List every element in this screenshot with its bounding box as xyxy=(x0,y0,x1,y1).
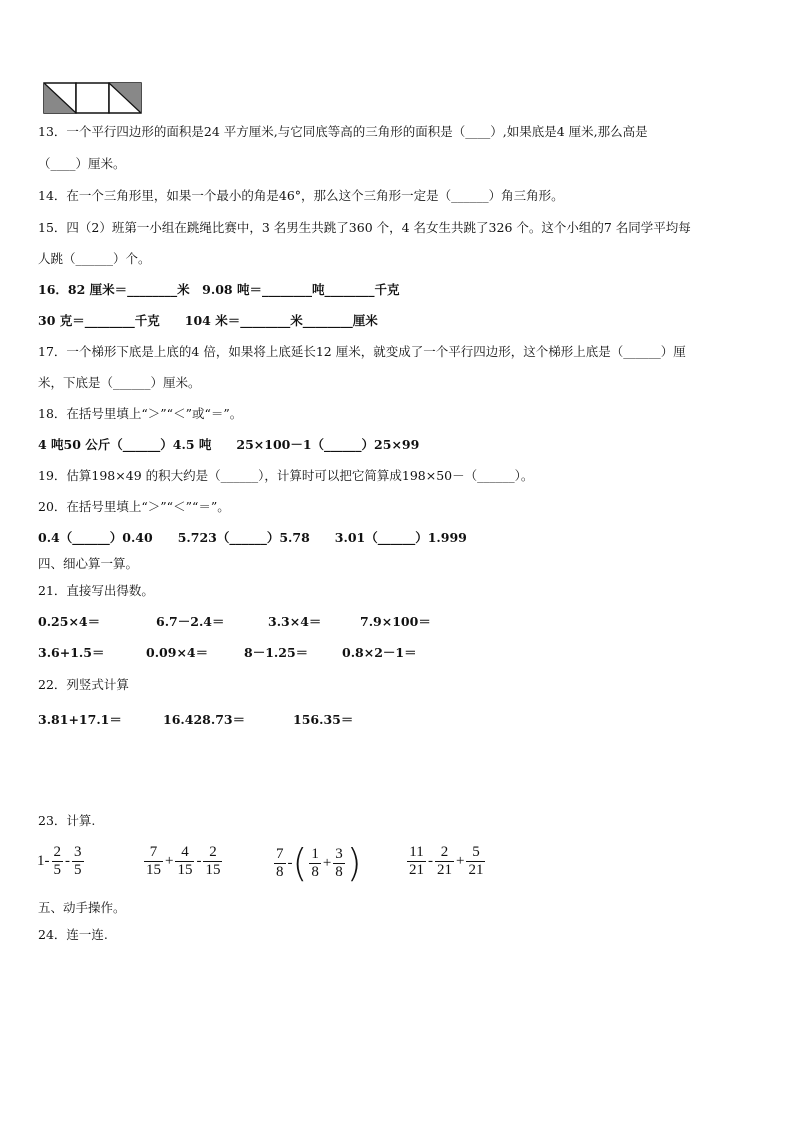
q20-items: 0.4（______）0.40 5.723（______）5.78 3.01（______）1.999 xyxy=(38,530,467,545)
q18-instruction: 18．在括号里填上“＞”“＜”或“＝”。 xyxy=(38,406,243,421)
q21-item: 6.7－2.4＝ xyxy=(156,614,225,629)
q21-row1 xyxy=(38,613,459,631)
q16-line2: 30 克＝________千克 104 米＝________米________厘米 xyxy=(38,313,378,328)
q19-text: 19．估算198×49 的积大约是（______），计算时可以把它简算成198×50－（______）。 xyxy=(38,468,534,483)
q13-line2: （____）厘米。 xyxy=(38,156,126,171)
q22-item-3: 156.35＝ xyxy=(293,712,354,727)
q22-item-2: 16.428.73＝ xyxy=(163,712,246,727)
q17-line2: 米，下底是（______）厘米。 xyxy=(38,375,201,390)
plus-sign: + xyxy=(165,853,174,869)
minus-sign: - xyxy=(196,853,202,869)
q18-items: 4 吨50 公斤（______）4.5 吨 25×100－1（______）25×99 xyxy=(38,437,420,452)
q23-expression-1 xyxy=(37,844,86,879)
fraction: $\frac{7}{8}$ xyxy=(276,845,284,880)
q24-title: 24．连一连. xyxy=(38,927,108,942)
minus-sign: - xyxy=(44,853,50,869)
q23-expression-3 xyxy=(272,841,362,885)
q13-line1: 13．一个平行四边形的面积是24 平方厘米,与它同底等高的三角形的面积是（____）,如果底是4 厘米,那么高是 xyxy=(38,124,648,139)
fraction: $\frac{3}{8}$ xyxy=(335,845,343,880)
fraction: $\frac{11}{21}$ xyxy=(409,844,424,878)
q15-line2: 人跳（______）个。 xyxy=(38,251,151,266)
q21-item: 7.9×100＝ xyxy=(360,614,431,629)
right-parenthesis: ) xyxy=(346,841,362,885)
q21-title: 21．直接写出得数。 xyxy=(38,583,154,598)
q23-expression-4 xyxy=(405,844,487,879)
q21-item: 0.25×4＝ xyxy=(38,614,101,629)
q20-instruction: 20．在括号里填上“＞”“＜”“＝”。 xyxy=(38,499,230,514)
section5-heading: 五、动手操作。 xyxy=(38,900,126,915)
section4-heading: 四、细心算一算。 xyxy=(38,556,139,571)
q22-title: 22．列竖式计算 xyxy=(38,677,129,692)
left-parenthesis: ( xyxy=(292,841,308,885)
plus-sign: + xyxy=(456,853,465,869)
fraction: $\frac{2}{5}$ xyxy=(53,844,61,878)
q21-item: 3.6+1.5＝ xyxy=(38,645,105,660)
q21-row2 xyxy=(38,644,445,662)
minus-sign: - xyxy=(428,853,433,869)
q16-line1: 16．82 厘米＝________米 9.08 吨＝________吨________千克 xyxy=(38,282,400,297)
q22-item-1: 3.81+17.1＝ xyxy=(38,712,122,727)
fraction: $\frac{5}{21}$ xyxy=(468,844,484,878)
lead-number: 1 xyxy=(37,853,45,869)
q14-text: 14．在一个三角形里，如果一个最小的角是46°，那么这个三角形一定是（______）角三角形。 xyxy=(38,188,564,203)
q21-item: 0.8×2－1＝ xyxy=(342,645,417,660)
q21-item: 0.09×4＝ xyxy=(146,645,209,660)
plus-sign: + xyxy=(322,854,332,871)
minus-sign: - xyxy=(65,853,70,869)
q23-expression-2 xyxy=(142,844,224,879)
fraction: $\frac{1}{8}$ xyxy=(311,845,319,880)
shaded-squares-figure xyxy=(43,82,143,114)
fraction: $\frac{2}{21}$ xyxy=(437,844,452,878)
q21-item: 3.3×4＝ xyxy=(268,614,322,629)
q23-title: 23．计算. xyxy=(38,813,96,828)
minus-sign: - xyxy=(287,854,293,871)
fraction: $\frac{4}{15}$ xyxy=(177,844,193,878)
q15-line1: 15．四（2）班第一小组在跳绳比赛中，3 名男生共跳了360 个，4 名女生共跳了326 个。这个小组的7 名同学平均每 xyxy=(38,220,691,235)
fraction: $\frac{7}{15}$ xyxy=(146,844,161,878)
fraction: $\frac{3}{5}$ xyxy=(74,844,82,878)
q17-line1: 17．一个梯形下底是上底的4 倍，如果将上底延长12 厘米，就变成了一个平行四边形，这个梯形上底是（______）厘 xyxy=(38,344,686,359)
fraction: $\frac{2}{15}$ xyxy=(205,844,221,878)
q21-item: 8－1.25＝ xyxy=(244,645,309,660)
